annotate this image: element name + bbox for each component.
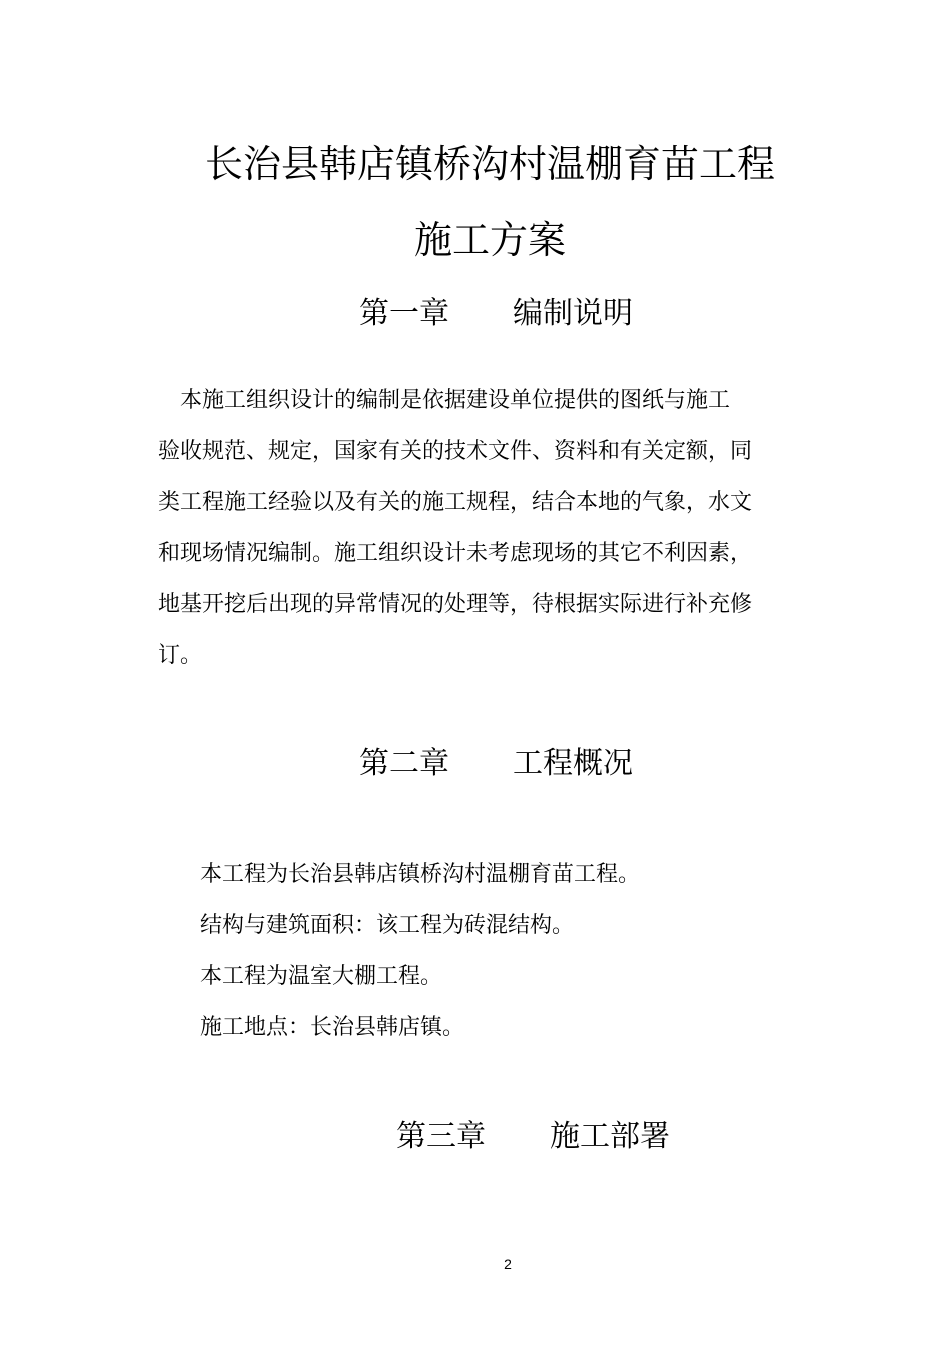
chapter-1-paragraph bbox=[158, 375, 783, 681]
chapter-1-name: 编制说明 bbox=[513, 296, 633, 331]
paragraph-line: 类工程施工经验以及有关的施工规程，结合本地的气象，水文 bbox=[158, 490, 753, 515]
paragraph-line: 和现场情况编制。施工组织设计未考虑现场的其它不利因素， bbox=[158, 541, 753, 566]
chapter-2-overview bbox=[200, 849, 640, 1053]
paragraph-line: 验收规范、规定，国家有关的技术文件、资料和有关定额，同 bbox=[158, 439, 753, 464]
page-number: 2 bbox=[504, 1256, 512, 1272]
chapter-2-name: 工程概况 bbox=[513, 746, 633, 781]
document-title-line-2: 施工方案 bbox=[413, 218, 566, 262]
chapter-3-number: 第三章 bbox=[396, 1119, 486, 1154]
chapter-1-number: 第一章 bbox=[359, 296, 449, 331]
paragraph-line: 地基开挖后出现的异常情况的处理等，待根据实际进行补充修 bbox=[158, 592, 753, 617]
paragraph-line: 订。 bbox=[158, 643, 203, 668]
chapter-2-heading bbox=[359, 746, 633, 782]
document-title-line-1: 长治县韩店镇桥沟村温棚育苗工程 bbox=[204, 142, 775, 186]
overview-line: 本工程为长治县韩店镇桥沟村温棚育苗工程。 bbox=[200, 862, 641, 887]
paragraph-line: 本施工组织设计的编制是依据建设单位提供的图纸与施工 bbox=[158, 388, 731, 413]
chapter-3-heading bbox=[396, 1119, 670, 1155]
overview-line: 本工程为温室大棚工程。 bbox=[200, 964, 443, 989]
chapter-3-name: 施工部署 bbox=[550, 1119, 670, 1154]
chapter-1-heading bbox=[359, 296, 633, 332]
overview-line: 施工地点：长治县韩店镇。 bbox=[200, 1015, 465, 1040]
overview-line: 结构与建筑面积：该工程为砖混结构。 bbox=[200, 913, 575, 938]
chapter-2-number: 第二章 bbox=[359, 746, 449, 781]
